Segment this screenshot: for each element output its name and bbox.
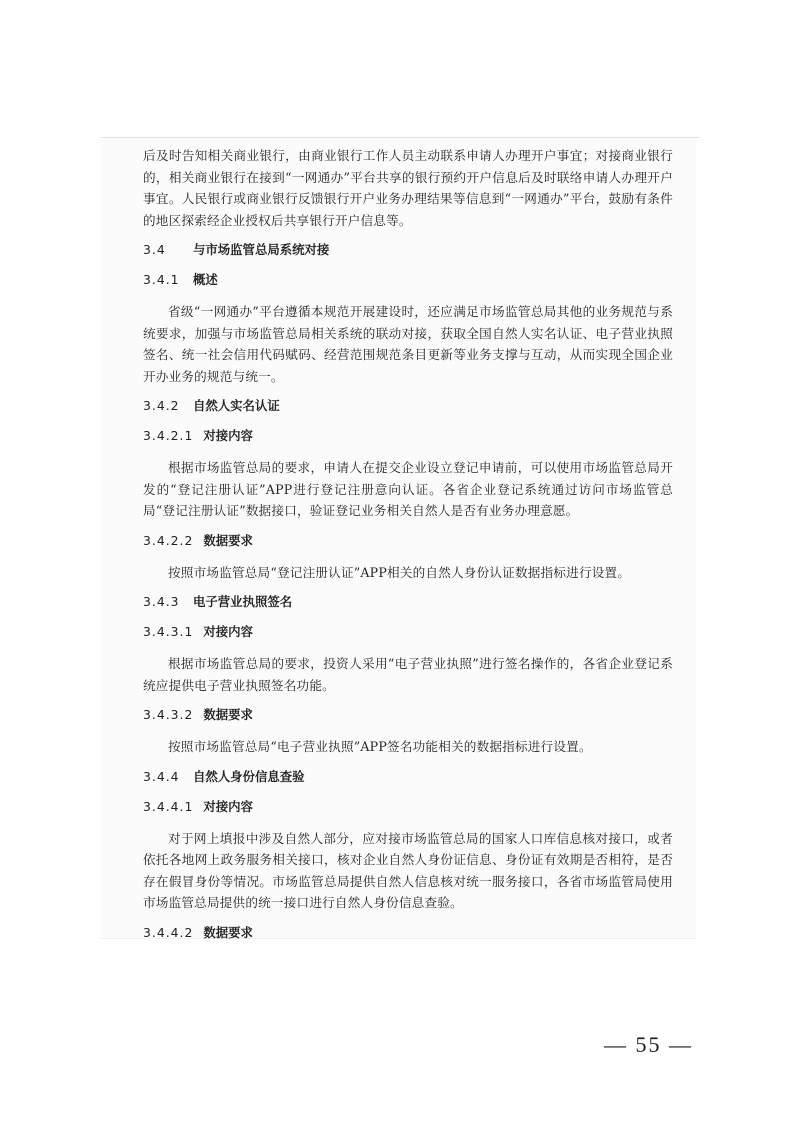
heading-title: 电子营业执照签名 [193,594,293,609]
page-number: — 55 — [604,1032,693,1057]
paragraph-overview: 省级“一网通办”平台遵循本规范开展建设时，还应满足市场监管总局其他的业务规范与系统要求，加强与市场监管总局相关系统的联动对接，获取全国自然人实名认证、电子营业执照签名、统一社会信用代码赋码、经营范围规范条目更新等业务支撑与互动，从而实现全国企业开办业务的规范与统一。 [143,304,673,384]
paragraph-realname-data: 按照市场监管总局“登记注册认证”APP相关的自然人身份认证数据指标进行设置。 [168,564,631,580]
paragraph-identity-content: 对于网上填报中涉及自然人部分，应对接市场监管总局的国家人口库信息核对接口，或者依托各地网上政务服务相关接口，核对企业自然人身份证信息、身份证有效期是否相符，是否存在假冒身份等情况。市场监管总局提供自然人信息核对统一服务接口，各省市场监管局使用市场监管总局提供的统一接口进行自然人身份信息查验。 [143,830,673,910]
paragraph-license-data: 按照市场监管总局“电子营业执照”APP签名功能相关的数据指标进行设置。 [168,739,592,754]
heading-number: 3.4.3.1 [143,624,194,639]
heading-number: 3.4.2.2 [143,532,194,548]
document-body [143,145,673,954]
heading-number: 3.4 [143,242,166,257]
heading-title: 对接内容 [203,624,253,639]
heading-title: 与市场监管总局系统对接 [193,242,330,257]
heading-title: 对接内容 [203,798,253,814]
heading-number: 3.4.2 [143,398,180,413]
heading-number: 3.4.4.2 [143,924,194,940]
heading-title: 自然人实名认证 [193,398,280,413]
heading-3-4-2-1 [143,427,673,445]
heading-number: 3.4.4.1 [143,798,194,814]
heading-title: 数据要求 [203,532,253,548]
paragraph-license-content: 根据市场监管总局的要求，投资人采用“电子营业执照”进行签名操作的，各省企业登记系统应提供电子营业执照签名功能。 [143,656,673,693]
paragraph-realname-content: 根据市场监管总局的要求，申请人在提交企业设立登记申请前，可以使用市场监管总局开发的“登记注册认证”APP进行登记注册意向认证。各省企业登记系统通过访问市场监管总局“登记注册认证”数据接口，验证登记业务相关自然人是否有业务办理意愿。 [143,460,673,518]
heading-title: 对接内容 [203,428,253,443]
heading-3-4-4-1 [143,798,673,816]
heading-number: 3.4.3 [143,594,180,609]
heading-3-4-2-2 [143,532,673,550]
heading-title: 数据要求 [203,707,253,722]
heading-3-4-1 [143,271,673,289]
heading-3-4-3-2 [143,706,673,724]
heading-3-4-3 [143,593,673,611]
heading-3-4 [143,241,673,259]
heading-number: 3.4.3.2 [143,707,194,722]
heading-title: 概述 [193,272,218,287]
heading-3-4-2 [143,397,673,415]
heading-title: 自然人身份信息查验 [193,768,305,784]
heading-3-4-3-1 [143,623,673,641]
heading-number: 3.4.2.1 [143,428,194,443]
heading-3-4-4-2 [143,924,673,942]
heading-title: 数据要求 [203,924,253,940]
heading-number: 3.4.1 [143,272,180,287]
heading-number: 3.4.4 [143,768,180,784]
heading-3-4-4 [143,768,673,786]
paragraph-continuation: 后及时告知相关商业银行，由商业银行工作人员主动联系申请人办理开户事宜；对接商业银行的，相关商业银行在接到“一网通办”平台共享的银行预约开户信息后及时联络申请人办理开户事宜。人民银行或商业银行反馈银行开户业务办理结果等信息到“一网通办”平台，鼓励有条件的地区探索经企业授权后共享银行开户信息等。 [143,148,673,228]
